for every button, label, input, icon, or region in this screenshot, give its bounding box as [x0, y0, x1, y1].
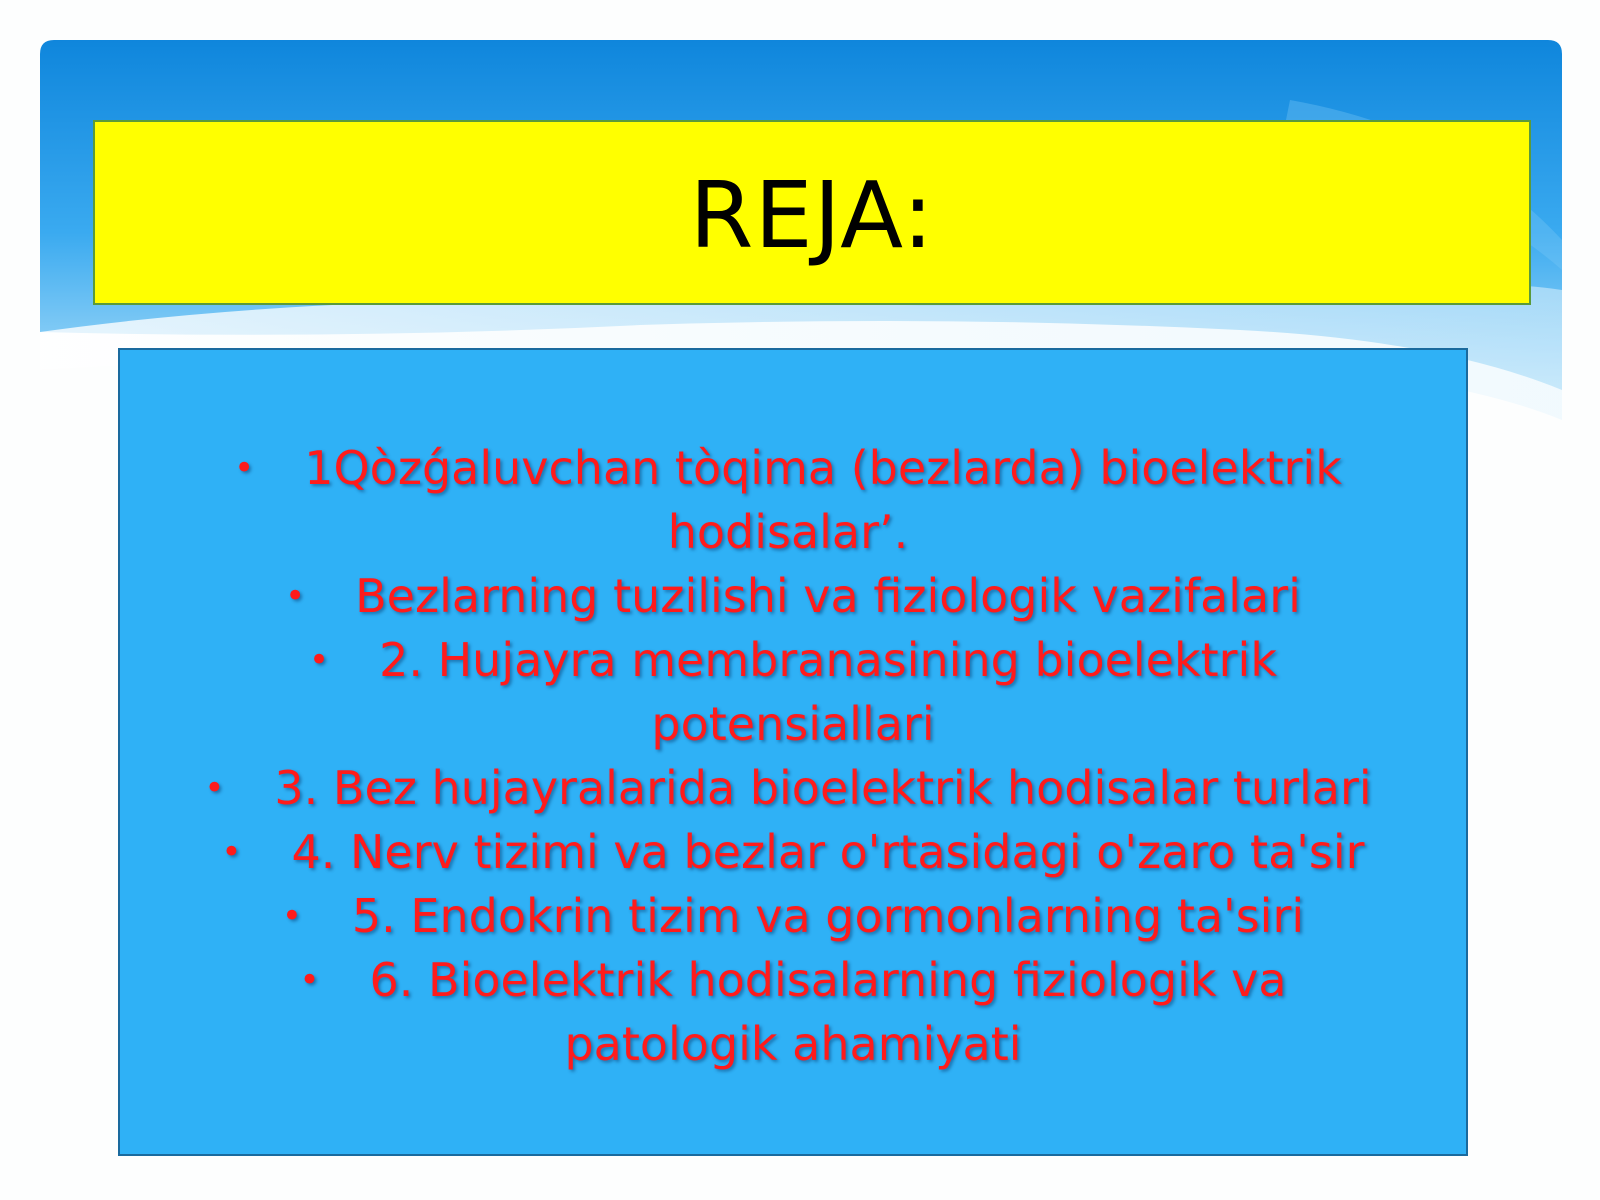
plan-item	[120, 628, 1466, 756]
plan-list	[120, 436, 1466, 1076]
bullet-icon: •	[281, 896, 302, 936]
bullet-icon: •	[299, 960, 320, 1000]
plan-item-text: 3. Bez hujayralarida bioelektrik hodisalar turlari	[274, 761, 1372, 815]
plan-item	[120, 436, 1466, 564]
plan-item-text: 2. Hujayra membranasining bioelektrik potensiallari	[379, 633, 1277, 751]
plan-content-box	[118, 348, 1468, 1156]
plan-item-text: 5. Endokrin tizim va gormonlarning ta'siri	[351, 889, 1305, 943]
plan-item	[120, 756, 1466, 820]
plan-item-text: 1Qòzǵaluvchan tòqima (bezlarda) bioelektrik hodisalar’.	[304, 441, 1342, 559]
bullet-icon: •	[204, 768, 225, 808]
plan-item	[120, 948, 1466, 1076]
plan-item-text: Bezlarning tuzilishi va fiziologik vazifalari	[355, 569, 1301, 623]
plan-item	[120, 820, 1466, 884]
plan-item-text: 4. Nerv tizimi va bezlar o'rtasidagi o'zaro ta'sir	[291, 825, 1365, 879]
plan-item-text: 6. Bioelektrik hodisalarning fiziologik va patologik ahamiyati	[369, 953, 1287, 1071]
bullet-icon: •	[309, 640, 330, 680]
slide-title: REJA:	[689, 161, 935, 269]
bullet-icon: •	[285, 576, 306, 616]
title-box	[93, 120, 1531, 305]
plan-item	[120, 564, 1466, 628]
bullet-icon: •	[234, 448, 255, 488]
bullet-icon: •	[221, 832, 242, 872]
plan-item	[120, 884, 1466, 948]
